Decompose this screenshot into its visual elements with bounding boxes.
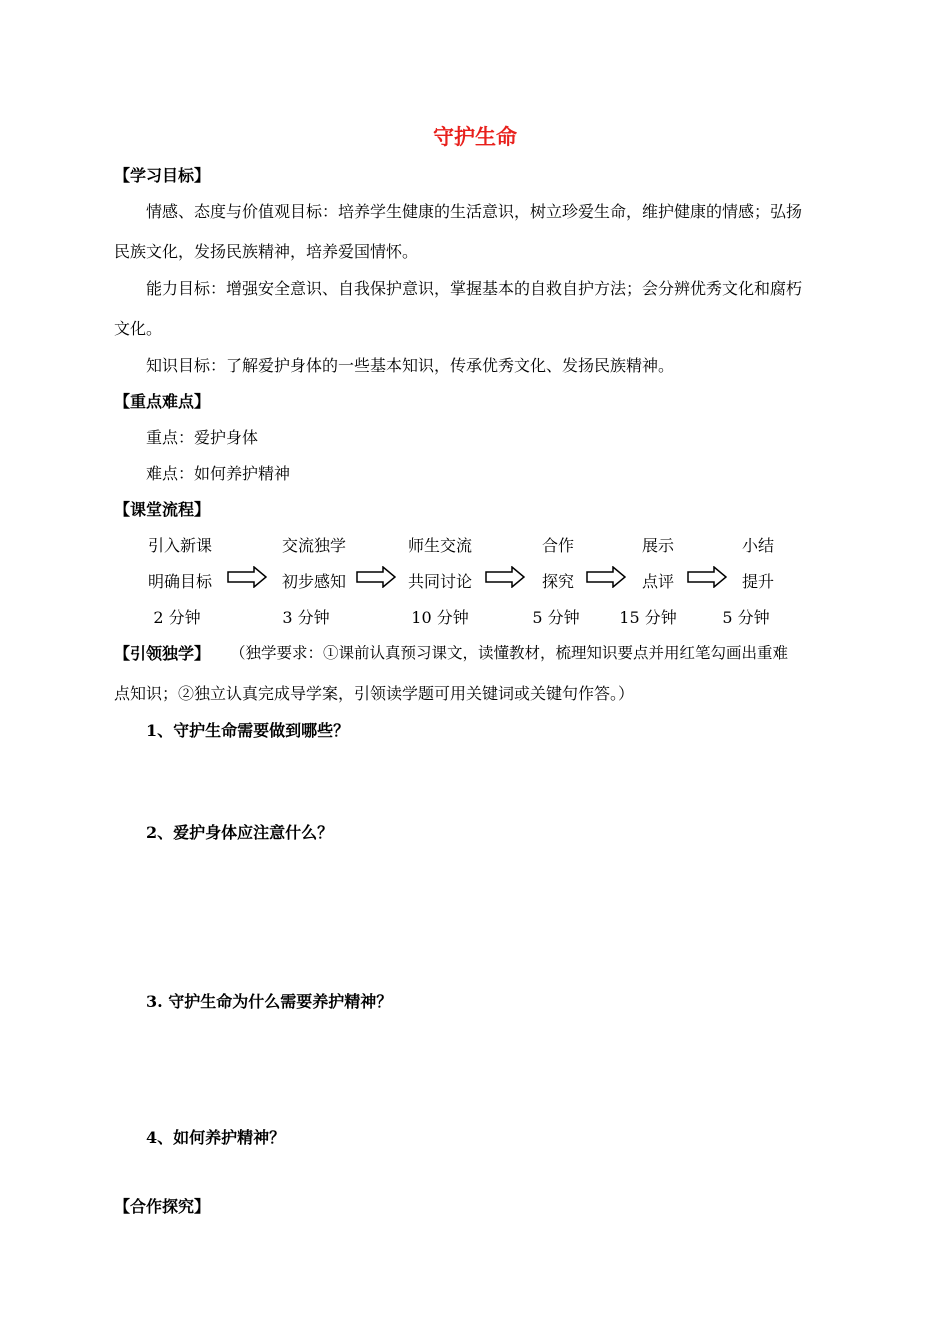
flow-step-2-bottom: 初步感知 (281, 572, 346, 591)
flow-step-2-top: 交流独学 (281, 536, 346, 555)
objective-1-line1: 情感、态度与价值观目标：培养学生健康的生活意识，树立珍爱生命，维护健康的情感；弘扬 (146, 202, 803, 221)
flow-time-3: 10 分钟 (411, 608, 469, 627)
flow-time-2: 3 分钟 (282, 608, 330, 627)
flow-time-4: 5 分钟 (532, 608, 580, 627)
objectives-heading: 【学习目标】 (114, 166, 211, 185)
difficult-point: 难点：如何养护精神 (146, 464, 291, 483)
flow-step-5-bottom: 点评 (641, 572, 674, 591)
flow-step-6-top: 小结 (741, 536, 774, 555)
objective-2-line1: 能力目标：增强安全意识、自我保护意识，掌握基本的自救自护方法；会分辨优秀文化和腐朽 (146, 279, 803, 298)
page-title: 守护生命 (433, 124, 517, 149)
flow-time-6: 5 分钟 (722, 608, 770, 627)
key-difficult-heading: 【重点难点】 (114, 392, 211, 411)
cooperation-heading: 【合作探究】 (114, 1197, 211, 1216)
objective-3: 知识目标：了解爱护身体的一些基本知识，传承优秀文化、发扬民族精神。 (146, 356, 675, 375)
arrow-right-icon (586, 566, 626, 588)
process-heading: 【课堂流程】 (114, 500, 211, 519)
flow-time-1: 2 分钟 (153, 608, 201, 627)
arrow-right-icon (485, 566, 525, 588)
flow-step-5-top: 展示 (641, 536, 674, 555)
flow-step-1-top: 引入新课 (147, 536, 212, 555)
flow-step-3-bottom: 共同讨论 (407, 572, 472, 591)
guide-text-line2: 点知识；②独立认真完成导学案，引领读学题可用关键词或关键句作答。） (114, 684, 635, 703)
arrow-right-icon (227, 566, 267, 588)
arrow-right-icon (356, 566, 396, 588)
question-4: 4、如何养护精神？ (146, 1128, 286, 1147)
flow-step-3-top: 师生交流 (407, 536, 472, 555)
guide-heading: 【引领独学】 (114, 644, 211, 663)
flow-step-4-top: 合作 (541, 536, 574, 555)
flow-step-6-bottom: 提升 (741, 572, 774, 591)
flow-time-5: 15 分钟 (619, 608, 677, 627)
key-point: 重点：爱护身体 (146, 428, 259, 447)
objective-2-line2: 文化。 (114, 319, 163, 338)
question-2: 2、爱护身体应注意什么？ (146, 823, 334, 842)
objective-1-line2: 民族文化，发扬民族精神，培养爱国情怀。 (114, 242, 419, 261)
question-3: 3. 守护生命为什么需要养护精神？ (146, 992, 393, 1011)
flow-step-4-bottom: 探究 (541, 572, 574, 591)
flow-step-1-bottom: 明确目标 (147, 572, 212, 591)
question-1: 1、守护生命需要做到哪些？ (146, 721, 350, 740)
guide-text-line1: （独学要求：①课前认真预习课文，读懂教材，梳理知识要点并用红笔勾画出重难 (230, 644, 789, 662)
arrow-right-icon (687, 566, 727, 588)
